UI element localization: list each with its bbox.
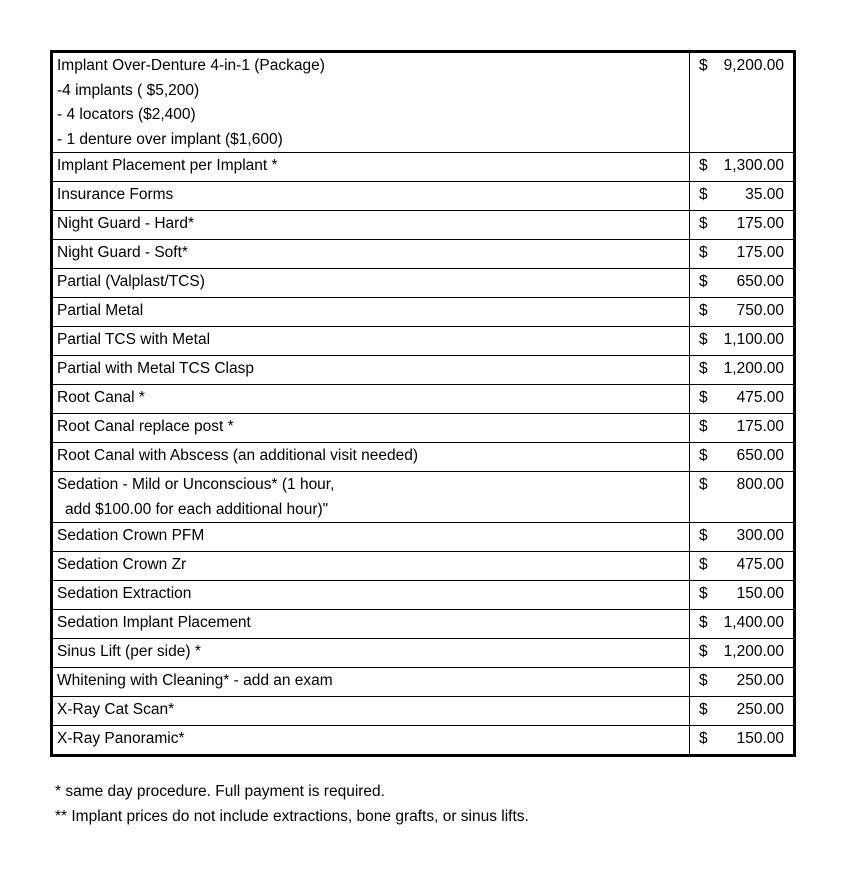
service-line: Sedation Crown Zr xyxy=(57,556,187,573)
table-row xyxy=(52,153,795,182)
service-cell xyxy=(52,269,690,298)
service-cell xyxy=(52,552,690,581)
service-line: Sedation Extraction xyxy=(57,585,192,602)
price-amount: 1,300.00 xyxy=(723,157,784,174)
service-cell xyxy=(52,726,690,756)
service-line: Root Canal * xyxy=(57,389,145,406)
currency-symbol: $ xyxy=(699,215,708,232)
price-cell xyxy=(690,726,795,756)
currency-symbol: $ xyxy=(699,643,708,660)
price-cell xyxy=(690,639,795,668)
footnote-same-day: * same day procedure. Full payment is required. xyxy=(55,783,385,800)
service-line: Whitening with Cleaning* - add an exam xyxy=(57,672,333,689)
currency-symbol: $ xyxy=(699,273,708,290)
service-line: Insurance Forms xyxy=(57,186,174,203)
service-line: Root Canal replace post * xyxy=(57,418,234,435)
service-cell xyxy=(52,581,690,610)
price-cell xyxy=(690,443,795,472)
price-amount: 150.00 xyxy=(736,585,784,602)
table-row xyxy=(52,240,795,269)
service-cell xyxy=(52,240,690,269)
price-amount: 1,100.00 xyxy=(723,331,784,348)
service-line: Sedation Implant Placement xyxy=(57,614,251,631)
currency-symbol: $ xyxy=(699,556,708,573)
service-line: Root Canal with Abscess (an additional visit needed) xyxy=(57,447,419,464)
table-row xyxy=(52,639,795,668)
price-cell xyxy=(690,298,795,327)
table-row xyxy=(52,726,795,756)
table-row xyxy=(52,385,795,414)
service-line: Partial with Metal TCS Clasp xyxy=(57,360,254,377)
currency-symbol: $ xyxy=(699,360,708,377)
currency-symbol: $ xyxy=(699,672,708,689)
price-cell xyxy=(690,697,795,726)
price-amount: 9,200.00 xyxy=(723,57,784,74)
service-line: Sedation Crown PFM xyxy=(57,527,205,544)
currency-symbol: $ xyxy=(699,527,708,544)
price-cell xyxy=(690,269,795,298)
service-cell xyxy=(52,414,690,443)
service-cell xyxy=(52,153,690,182)
service-line: Partial Metal xyxy=(57,302,144,319)
service-cell xyxy=(52,697,690,726)
price-cell xyxy=(690,472,795,523)
price-cell xyxy=(690,414,795,443)
table-row xyxy=(52,443,795,472)
footnote-implant-prices: ** Implant prices do not include extractions, bone grafts, or sinus lifts. xyxy=(55,808,529,825)
currency-symbol: $ xyxy=(699,389,708,406)
service-line: Partial TCS with Metal xyxy=(57,331,211,348)
service-cell xyxy=(52,639,690,668)
service-cell xyxy=(52,327,690,356)
table-row xyxy=(52,298,795,327)
price-amount: 175.00 xyxy=(736,244,784,261)
table-row xyxy=(52,610,795,639)
price-cell xyxy=(690,240,795,269)
price-amount: 300.00 xyxy=(736,527,784,544)
price-cell xyxy=(690,523,795,552)
currency-symbol: $ xyxy=(699,447,708,464)
price-cell xyxy=(690,211,795,240)
table-row xyxy=(52,269,795,298)
price-cell xyxy=(690,385,795,414)
service-line: Night Guard - Hard* xyxy=(57,215,194,232)
table-row xyxy=(52,581,795,610)
price-amount: 475.00 xyxy=(736,389,784,406)
service-line: - 1 denture over implant ($1,600) xyxy=(57,130,283,148)
price-amount: 175.00 xyxy=(736,215,784,232)
currency-symbol: $ xyxy=(699,331,708,348)
price-amount: 175.00 xyxy=(736,418,784,435)
price-amount: 250.00 xyxy=(736,701,784,718)
table-row xyxy=(52,523,795,552)
price-amount: 800.00 xyxy=(736,476,784,493)
price-cell xyxy=(690,668,795,697)
service-cell xyxy=(52,211,690,240)
table-row xyxy=(52,52,795,153)
service-line: Sinus Lift (per side) * xyxy=(57,643,201,660)
service-line: Implant Placement per Implant * xyxy=(57,157,278,174)
table-row xyxy=(52,472,795,523)
price-cell xyxy=(690,610,795,639)
currency-symbol: $ xyxy=(699,57,708,74)
currency-symbol: $ xyxy=(699,244,708,261)
price-list-table xyxy=(50,50,796,757)
currency-symbol: $ xyxy=(699,186,708,203)
price-cell xyxy=(690,356,795,385)
service-cell xyxy=(52,668,690,697)
service-line: Partial (Valplast/TCS) xyxy=(57,273,205,290)
currency-symbol: $ xyxy=(699,157,708,174)
price-amount: 150.00 xyxy=(736,730,784,747)
price-amount: 650.00 xyxy=(736,447,784,464)
table-row xyxy=(52,414,795,443)
currency-symbol: $ xyxy=(699,730,708,747)
currency-symbol: $ xyxy=(699,418,708,435)
service-cell xyxy=(52,523,690,552)
service-line: X-Ray Panoramic* xyxy=(57,730,185,747)
price-amount: 1,400.00 xyxy=(723,614,784,631)
table-row xyxy=(52,182,795,211)
price-amount: 1,200.00 xyxy=(723,360,784,377)
currency-symbol: $ xyxy=(699,614,708,631)
price-cell xyxy=(690,182,795,211)
service-cell xyxy=(52,298,690,327)
table-row xyxy=(52,552,795,581)
price-list-body xyxy=(52,52,795,756)
service-cell xyxy=(52,52,690,153)
service-cell xyxy=(52,472,690,523)
price-cell xyxy=(690,52,795,153)
service-line: add $100.00 for each additional hour)" xyxy=(65,500,329,518)
price-amount: 750.00 xyxy=(736,302,784,319)
table-row xyxy=(52,668,795,697)
service-cell xyxy=(52,356,690,385)
table-row xyxy=(52,211,795,240)
currency-symbol: $ xyxy=(699,585,708,602)
service-line: - 4 locators ($2,400) xyxy=(57,106,196,123)
service-cell xyxy=(52,443,690,472)
currency-symbol: $ xyxy=(699,302,708,319)
service-line: X-Ray Cat Scan* xyxy=(57,701,175,718)
price-amount: 650.00 xyxy=(736,273,784,290)
price-cell xyxy=(690,581,795,610)
table-row xyxy=(52,697,795,726)
price-amount: 1,200.00 xyxy=(723,643,784,660)
price-amount: 35.00 xyxy=(745,186,784,203)
price-cell xyxy=(690,327,795,356)
currency-symbol: $ xyxy=(699,476,708,493)
service-line: Night Guard - Soft* xyxy=(57,244,188,261)
table-row xyxy=(52,327,795,356)
service-cell xyxy=(52,610,690,639)
service-line: -4 implants ( $5,200) xyxy=(57,81,200,99)
price-amount: 475.00 xyxy=(736,556,784,573)
service-cell xyxy=(52,182,690,211)
price-cell xyxy=(690,153,795,182)
table-row xyxy=(52,356,795,385)
price-cell xyxy=(690,552,795,581)
service-line: Sedation - Mild or Unconscious* (1 hour, xyxy=(57,476,335,493)
service-cell xyxy=(52,385,690,414)
service-line: Implant Over-Denture 4-in-1 (Package) xyxy=(57,57,325,74)
price-amount: 250.00 xyxy=(736,672,784,689)
footnotes xyxy=(55,779,529,829)
currency-symbol: $ xyxy=(699,701,708,718)
